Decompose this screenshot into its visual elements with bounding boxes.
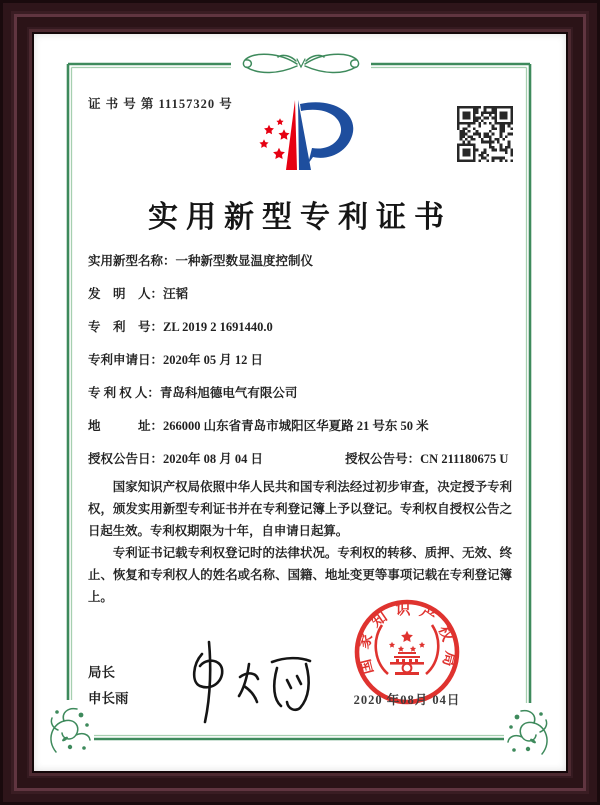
legal-text-paragraph: 专利证书记载专利权登记时的法律状况。专利权的转移、质押、无效、终止、恢复和专利权人的姓名或名称、国籍、地址变更等事项记载在专利登记簿上。 bbox=[88, 546, 512, 604]
grant-date-pair bbox=[88, 451, 342, 468]
field-value: 一种新型数显温度控制仪 bbox=[175, 254, 314, 268]
field-row-patentee bbox=[88, 385, 512, 402]
field-row-name bbox=[88, 253, 512, 270]
bottom-left-flourish-icon bbox=[48, 706, 92, 756]
field-value: 2020年 08 月 04 日 bbox=[163, 452, 264, 466]
legal-text bbox=[88, 476, 512, 608]
field-row-address bbox=[88, 418, 512, 435]
signer-title: 局长 bbox=[88, 665, 115, 680]
signer-block bbox=[88, 660, 129, 712]
grant-number-pair bbox=[345, 452, 508, 466]
field-value: ZL 2019 2 1691440.0 bbox=[163, 320, 273, 334]
seal-text: 国家知识产权局 bbox=[355, 602, 459, 676]
field-label: 专 利 号： bbox=[88, 320, 164, 334]
certificate-title: 实用新型专利证书 bbox=[148, 201, 452, 234]
certificate-paper bbox=[34, 34, 566, 771]
field-label: 地 址： bbox=[88, 419, 164, 433]
director-signature bbox=[154, 632, 344, 732]
qr-code bbox=[457, 106, 513, 162]
field-label: 授权公告号： bbox=[345, 452, 421, 466]
field-value: CN 211180675 U bbox=[420, 452, 509, 466]
legal-text-paragraph: 国家知识产权局依照中华人民共和国专利法经过初步审查，决定授予专利权，颁发实用新型专利证书并在专利登记簿上予以登记。专利权自授权公告之日起生效。专利权期限为十年，自申请日起算。 bbox=[88, 480, 512, 538]
field-row-filing-date bbox=[88, 352, 512, 369]
bottom-right-flourish-icon bbox=[506, 708, 550, 758]
field-value: 2020年 05 月 12 日 bbox=[163, 353, 264, 367]
national-emblem-icon bbox=[376, 625, 439, 675]
field-value: 汪韬 bbox=[163, 287, 189, 301]
field-label: 实用新型名称： bbox=[88, 254, 176, 268]
field-row-patent-no bbox=[88, 319, 512, 336]
cnipa-logo-icon bbox=[234, 92, 366, 184]
field-label: 专利申请日： bbox=[88, 353, 164, 367]
field-label: 专 利 权 人： bbox=[88, 386, 160, 400]
field-value: 青岛科旭德电气有限公司 bbox=[159, 386, 298, 400]
signer-name: 申长雨 bbox=[88, 691, 129, 706]
certificate-fields bbox=[88, 253, 512, 484]
certificate-number: 证 书 号 第 11157320 号 bbox=[88, 97, 233, 111]
field-value: 266000 山东省青岛市城阳区华夏路 21 号东 50 米 bbox=[163, 419, 429, 433]
field-label: 发 明 人： bbox=[88, 287, 164, 301]
field-label: 授权公告日： bbox=[88, 452, 164, 466]
field-row-inventor bbox=[88, 286, 512, 303]
top-flourish-ornament-icon bbox=[231, 48, 371, 82]
seal-date: 2020 年08月 04日 bbox=[353, 693, 461, 707]
field-row-grant bbox=[88, 451, 512, 468]
